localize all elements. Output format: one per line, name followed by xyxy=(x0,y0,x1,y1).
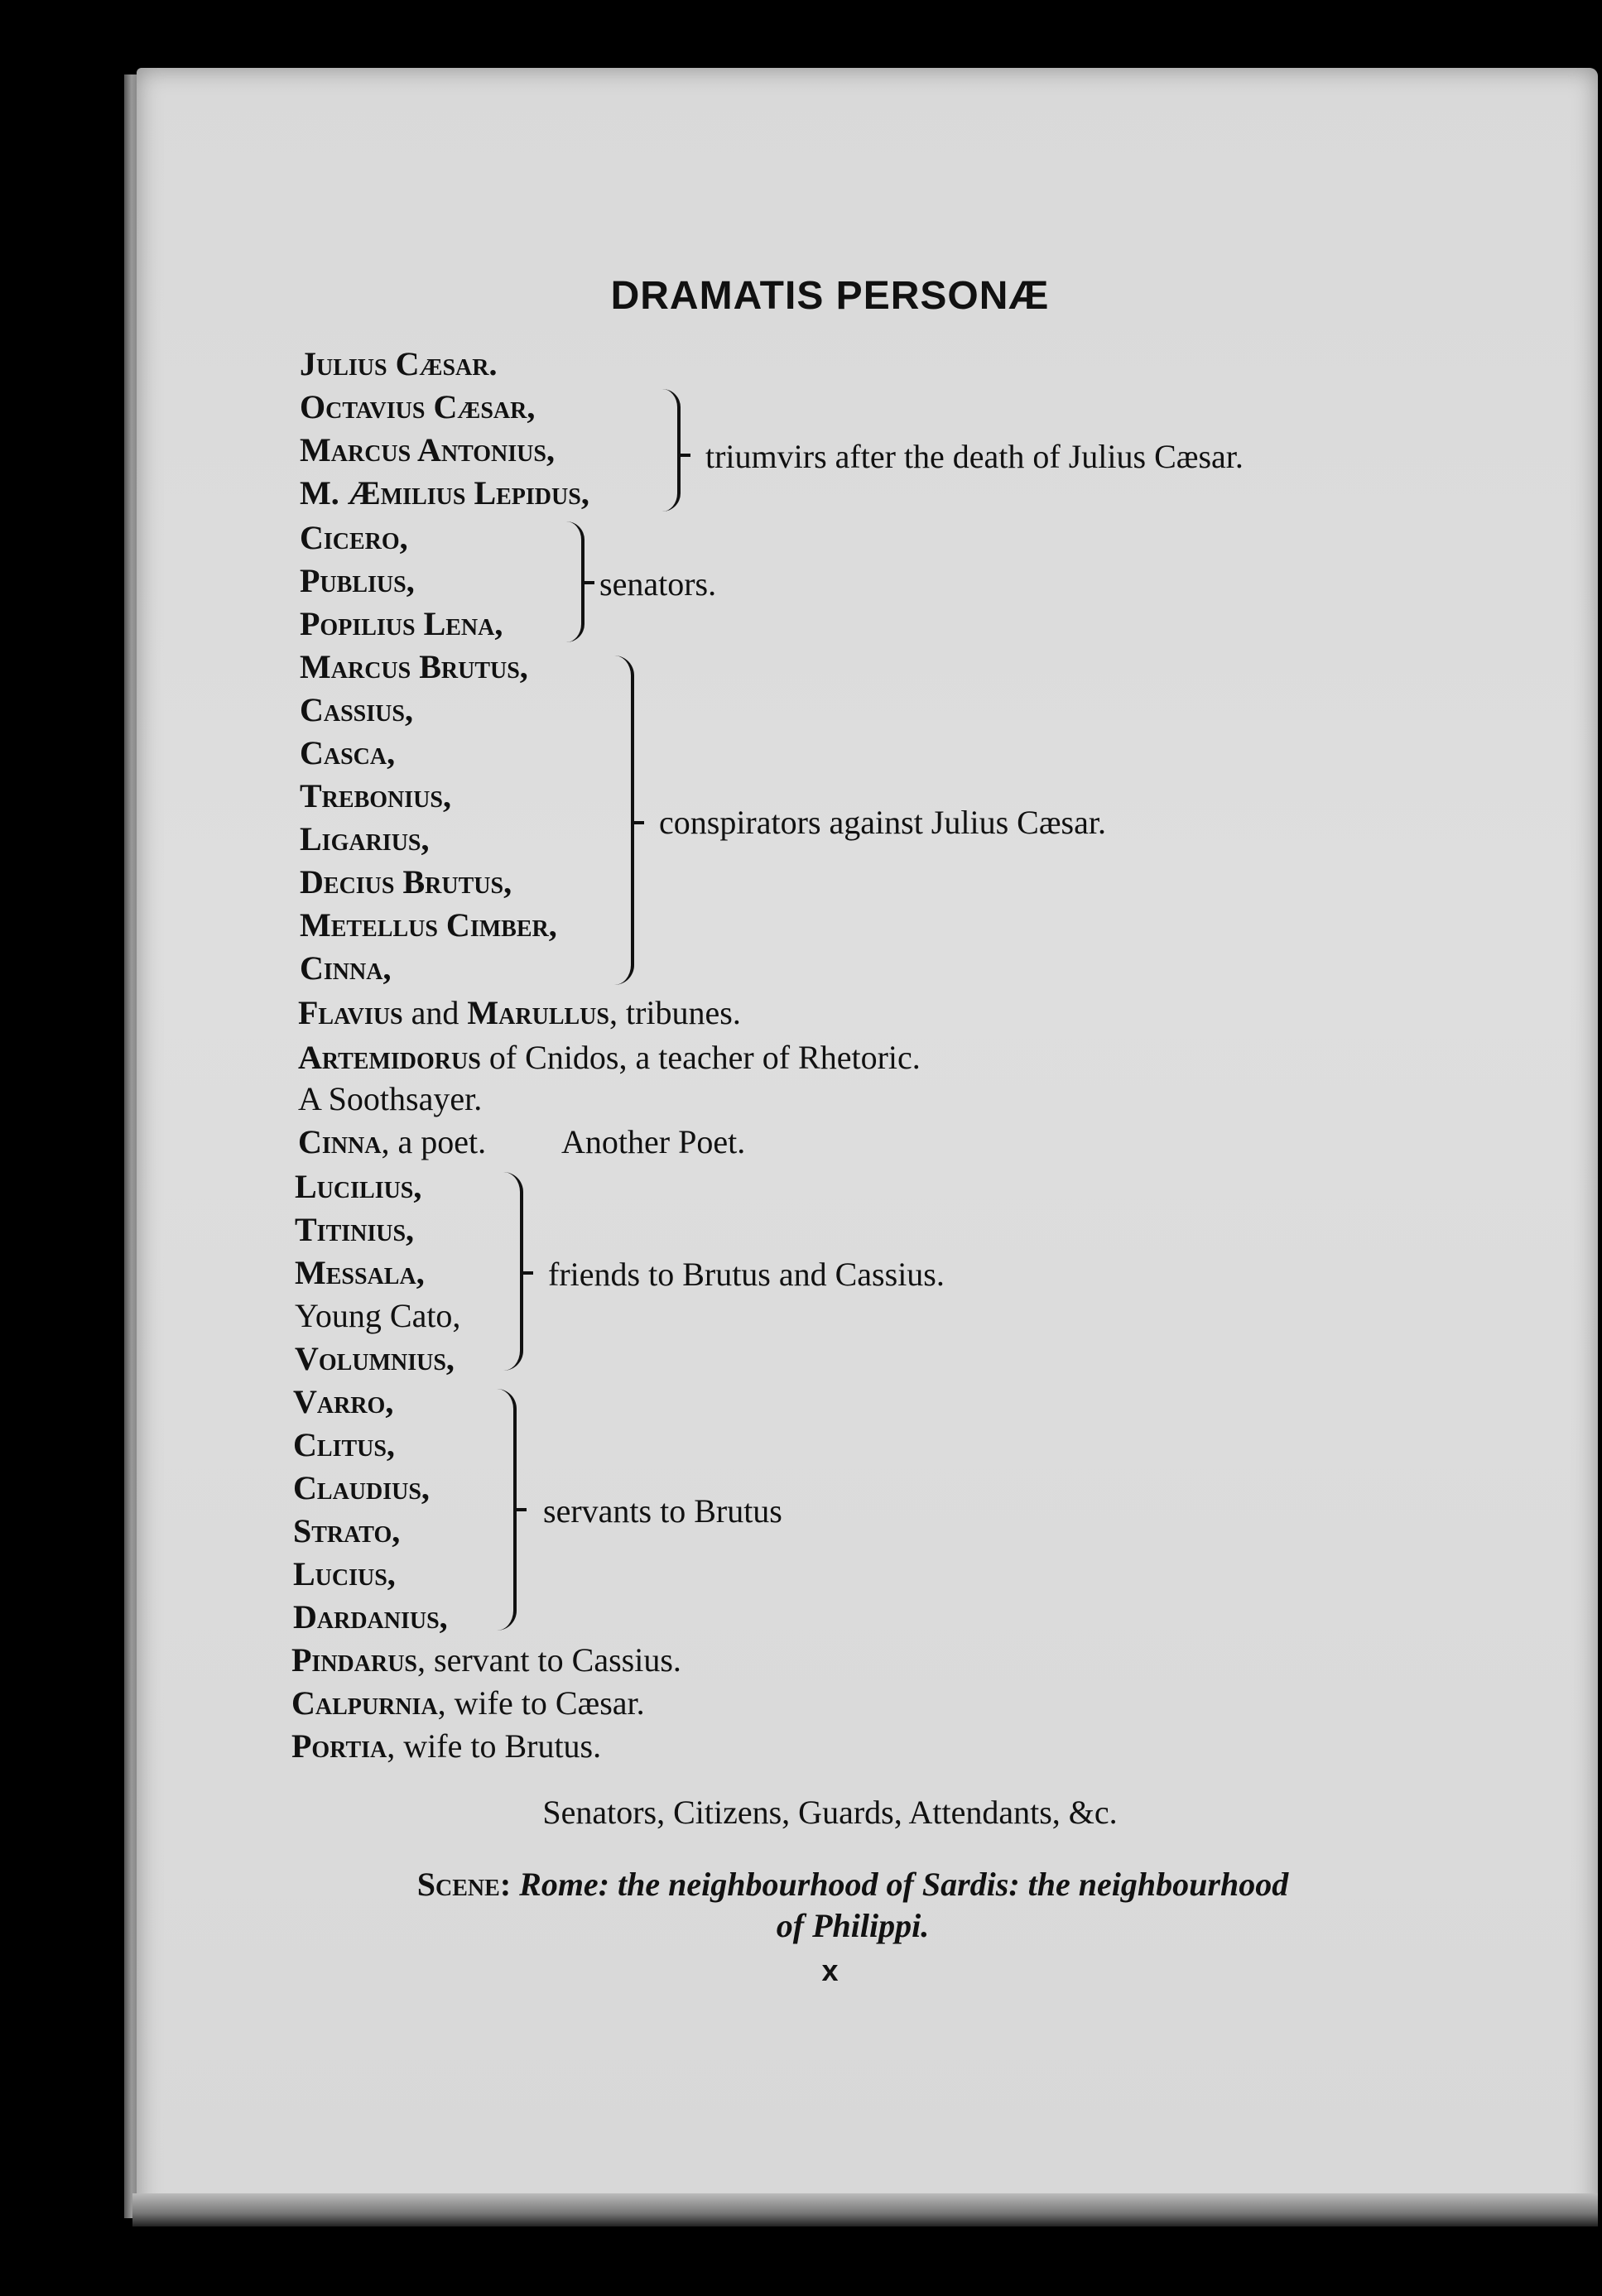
extras-line: Senators, Citizens, Guards, Attendants, &c. xyxy=(542,1794,1118,1831)
character-description: , wife to Cæsar. xyxy=(437,1684,645,1722)
brace-point xyxy=(583,581,594,584)
character-description: of Cnidos, a teacher of Rhetoric. xyxy=(480,1039,921,1076)
character-name: Marcus Brutus, xyxy=(300,648,528,685)
character-name: Cicero, xyxy=(300,519,408,556)
brace-point xyxy=(633,821,644,824)
page-title: DRAMATIS PERSONÆ xyxy=(610,274,1050,318)
character-name: Titinius, xyxy=(295,1211,415,1248)
character-name: Octavius Cæsar, xyxy=(300,388,536,425)
character-name: Young Cato, xyxy=(295,1297,461,1334)
scene-text-2: of Philippi. xyxy=(776,1907,930,1944)
brace-point xyxy=(515,1508,527,1511)
character-name: Popilius Lena, xyxy=(300,605,503,642)
character-entry-pindarus xyxy=(291,1642,681,1679)
group-brace xyxy=(662,389,681,512)
character-name: Artemidorus xyxy=(298,1039,481,1076)
character-name: Lucius, xyxy=(293,1555,396,1592)
character-name: M. Æmilius Lepidus, xyxy=(300,474,589,512)
group-note-senators: senators. xyxy=(599,565,717,603)
character-entry-soothsayer xyxy=(298,1081,482,1117)
character-name: Cinna xyxy=(298,1123,382,1160)
character-description: , wife to Brutus. xyxy=(387,1727,602,1765)
brace-point xyxy=(522,1271,533,1275)
character-name: Claudius, xyxy=(293,1469,430,1506)
character-name: Varro, xyxy=(293,1383,394,1420)
group-brace xyxy=(495,1389,517,1631)
character-description: , tribunes. xyxy=(609,994,741,1031)
character-name: Decius Brutus, xyxy=(300,863,512,901)
group-note-servants: servants to Brutus xyxy=(543,1492,782,1530)
character-name: Flavius xyxy=(298,994,403,1031)
character-entry-cinna-poet xyxy=(298,1124,486,1160)
brace-point xyxy=(679,454,690,457)
character-name: Metellus Cimber, xyxy=(300,906,557,944)
character-name: Clitus, xyxy=(293,1426,395,1463)
group-note-conspirators: conspirators against Julius Cæsar. xyxy=(659,804,1106,841)
scene-note xyxy=(339,1864,1366,1947)
scene-label: Scene: xyxy=(416,1866,512,1903)
character-name: Lucilius, xyxy=(295,1168,422,1205)
scene-line-1 xyxy=(339,1864,1366,1905)
group-brace xyxy=(503,1172,523,1371)
character-name: Portia xyxy=(291,1727,387,1765)
character-name: Cinna, xyxy=(300,949,392,987)
character-entry-portia xyxy=(291,1728,601,1765)
character-name: Publius, xyxy=(300,562,415,599)
character-entry-calpurnia xyxy=(291,1685,645,1722)
character-name: Trebonius, xyxy=(300,777,451,814)
character-name: Ligarius, xyxy=(300,820,430,857)
group-brace xyxy=(613,656,634,985)
scene-text-1: Rome: the neighbourhood of Sardis: the neighbourhood xyxy=(511,1866,1289,1903)
character-entry-another-poet: Another Poet. xyxy=(561,1123,746,1160)
character-description: , a poet. xyxy=(381,1123,487,1160)
character-name: Pindarus xyxy=(291,1641,418,1679)
group-note-triumvirs: triumvirs after the death of Julius Cæsar. xyxy=(705,438,1244,475)
character-name: Marullus xyxy=(467,994,609,1031)
character-name: Volumnius, xyxy=(295,1340,455,1377)
character-name: Marcus Antonius, xyxy=(300,431,555,468)
character-entry-artemidorus xyxy=(298,1040,921,1076)
character-name: Casca, xyxy=(300,734,396,771)
page-edge-bottom xyxy=(132,2193,1598,2226)
character-description: , servant to Cassius. xyxy=(417,1641,681,1679)
character-name: Strato, xyxy=(293,1512,401,1549)
page-number: x xyxy=(821,1953,839,1987)
character-name: Calpurnia xyxy=(291,1684,438,1722)
group-note-friends: friends to Brutus and Cassius. xyxy=(548,1256,945,1293)
character-name: Dardanius, xyxy=(293,1598,448,1636)
character-name: Cassius, xyxy=(300,691,413,728)
character-description: A Soothsayer. xyxy=(298,1080,483,1117)
character-name: Messala, xyxy=(295,1254,425,1291)
connector-text: and xyxy=(402,994,468,1031)
group-brace xyxy=(566,521,585,642)
character-name: Julius Cæsar. xyxy=(300,345,498,382)
character-entry-flavius xyxy=(298,995,741,1031)
